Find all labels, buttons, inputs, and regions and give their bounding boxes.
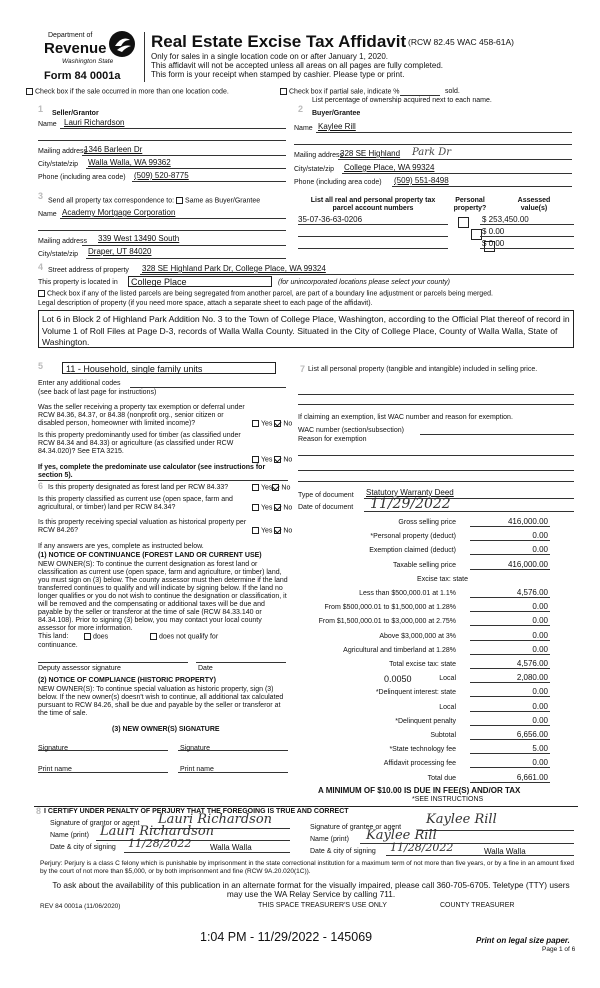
buyer-mail[interactable]: 328 SE Highland: [340, 149, 401, 158]
legal-label: Legal description of property (if you need more space, attach a separate sheet to each page of the affidavit).: [38, 300, 373, 307]
checkbox-icon[interactable]: [38, 290, 45, 297]
corr-label: Send all property tax correspondence to: Same as Buyer/Grantee: [48, 197, 261, 205]
parcel-head: List all real and personal property tax parcel account numbers: [310, 197, 436, 212]
this-land-label: This land:: [38, 633, 69, 640]
checkbox-icon[interactable]: [280, 88, 287, 95]
notice1-head: (1) NOTICE OF CONTINUANCE (FOREST LAND OR CURRENT USE): [38, 552, 262, 559]
grantor-city[interactable]: Walla Walla: [210, 843, 252, 852]
minimum-note: A MINIMUM OF $10.00 IS DUE IN FEE(S) AND/OR TAX: [318, 786, 521, 795]
tax-row-value[interactable]: 2,080.00: [516, 673, 548, 683]
tax-row-label: *Delinquent penalty: [395, 717, 456, 725]
corr-city-label: City/state/zip: [38, 251, 79, 258]
buyer-heading: Buyer/Grantee: [312, 110, 361, 117]
q-current-answer[interactable]: Yes No: [252, 504, 292, 512]
grantee-print[interactable]: Kaylee Rill: [366, 828, 437, 843]
grantor-date[interactable]: 11/28/2022: [128, 837, 192, 850]
checkbox-icon[interactable]: [150, 633, 157, 640]
notice3-head: (3) NEW OWNER(S) SIGNATURE: [112, 726, 220, 733]
tax-row-value[interactable]: 0.00: [532, 701, 548, 711]
no-checkbox[interactable]: [274, 420, 281, 427]
tax-row-label: Local: [439, 703, 456, 711]
grantor-sig-label: Signature of grantor or agent: [50, 820, 140, 827]
doc-date-label: Date of document: [298, 504, 354, 511]
dept-line1: Department of: [48, 32, 93, 39]
partial-sale-check[interactable]: Check box if partial sale, indicate %: [280, 88, 400, 96]
section-number: 4: [38, 262, 44, 272]
q-special: Is this property receiving special valuation as historical property per RCW 84.26?: [38, 519, 247, 534]
dept-line3: Washington State: [62, 58, 114, 65]
checkbox-icon[interactable]: [84, 633, 91, 640]
owner-sig-label-2: Signature: [180, 745, 210, 752]
owner-sig-label-1: Signature: [38, 745, 68, 752]
tax-row-value[interactable]: 6,656.00: [516, 730, 548, 739]
certify-head: I CERTIFY UNDER PENALTY OF PERJURY THAT THE FOREGOING IS TRUE AND CORRECT: [44, 808, 349, 815]
notice1-body: NEW OWNER(S): To continue the current designation as forest land or classification as current use (open space, farm and agriculture, or timber) land, you must sign on (3) below. The county assessor must then determine if the land transferred continues to qualify and will indicate by signing below. If the land no longer qualifies or you do not wish to continue the designation or classification, it will be removed and the compensating or additional taxes will be due and payable by the seller or transferor at the time of sale (RCW 84.33.140 or 84.34.108). Prior to signing (3) below, you may contact your local county assessor for more information.: [38, 561, 288, 632]
dor-logo-icon: [108, 30, 136, 58]
located-label: This property is located in: [38, 279, 118, 286]
tax-row-value[interactable]: 0.00: [532, 644, 548, 654]
owner-print-label-1: Print name: [38, 766, 72, 773]
tax-row-label: *State technology fee: [389, 746, 456, 754]
tax-row-label: Total excise tax: state: [389, 661, 456, 668]
tax-row-label: Excise tax: state: [417, 575, 468, 583]
legal-description[interactable]: Lot 6 in Block 2 of Highland Park Addition No. 3 to the Town of College Place, Washington, according to the Official Plat thereof of record in Volume 1 of Roll Files at Page D-3, records of Walla Walla County. Situated in the City of College Place, County of Walla Walla, State of Washington.: [38, 310, 574, 348]
buyer-city-label: City/state/zip: [294, 166, 335, 173]
q-forest-answer[interactable]: Yes No: [252, 484, 290, 492]
buyer-city[interactable]: College Place, WA 99324: [344, 163, 435, 172]
grantee-signature[interactable]: Kaylee Rill: [426, 812, 497, 827]
located-note: (for unincorporated locations please select your county): [278, 279, 450, 286]
see-back-label: (see back of last page for instructions): [38, 389, 157, 396]
yes-checkbox[interactable]: [252, 504, 259, 511]
corr-name[interactable]: Academy Mortgage Corporation: [62, 208, 176, 217]
tax-row-value[interactable]: 0.00: [532, 630, 548, 640]
tax-row-value[interactable]: 416,000.00: [507, 517, 548, 526]
cashier-stamp: 1:04 PM - 11/29/2022 - 145069: [200, 930, 373, 944]
seller-phone[interactable]: (509) 520-8775: [134, 171, 189, 180]
tax-row-value[interactable]: 0.00: [532, 545, 548, 555]
segregated-check[interactable]: Check box if any of the listed parcels are being segregated from another parcel, are part of a boundary line adjustment or parcels being merged.: [38, 290, 493, 298]
parcel-number[interactable]: 35-07-36-63-0206: [298, 215, 363, 224]
does-not-check[interactable]: does not qualify for: [150, 633, 218, 641]
local-rate: 0.0050: [384, 674, 412, 685]
reason-label: Reason for exemption: [298, 436, 367, 443]
no-checkbox[interactable]: [274, 527, 281, 534]
tax-row-value[interactable]: 0.00: [532, 715, 548, 725]
seller-heading: Seller/Grantor: [52, 110, 99, 117]
seller-city-label: City/state/zip: [38, 161, 79, 168]
section-number: 6: [38, 481, 44, 491]
buyer-name-label: Name: [294, 125, 313, 132]
assessed-value[interactable]: $ 253,450.00: [482, 215, 529, 224]
section-number: 3: [38, 191, 44, 201]
continuance-label: continuance.: [38, 642, 78, 649]
corr-mail-label: Mailing address: [38, 238, 88, 245]
personal-property-label: List all personal property (tangible and intangible) included in selling price.: [308, 366, 538, 373]
tax-row-label: Taxable selling price: [392, 561, 456, 569]
page-title: Real Estate Excise Tax Affidavit: [151, 32, 407, 51]
tax-row-value[interactable]: 0.00: [532, 758, 548, 768]
tax-row-value[interactable]: 6,661.00: [516, 772, 548, 782]
yes-checkbox[interactable]: [252, 484, 259, 491]
buyer-mail-handwritten: Park Dr: [412, 147, 452, 158]
tax-row-value[interactable]: 0.00: [532, 687, 548, 697]
add-codes-label: Enter any additional codes: [38, 380, 121, 387]
seller-mail-label: Mailing address: [38, 148, 88, 155]
doc-type[interactable]: Statutory Warranty Deed: [366, 488, 454, 497]
tax-row-label: Gross selling price: [398, 519, 456, 526]
assessed-value[interactable]: $ 0.00: [482, 239, 505, 248]
tax-row-value[interactable]: 5.00: [532, 744, 548, 754]
no-checkbox[interactable]: [272, 484, 279, 491]
does-check[interactable]: does: [84, 633, 108, 641]
corr-name-label: Name: [38, 211, 57, 218]
owner-print-label-2: Print name: [180, 766, 214, 773]
county-treasurer: COUNTY TREASURER: [440, 902, 515, 909]
q-special-answer[interactable]: Yes No: [252, 527, 292, 535]
tax-row-label: Exemption claimed (deduct): [369, 547, 456, 555]
tax-row-label: Affidavit processing fee: [383, 760, 456, 768]
wac-label: WAC number (section/subsection): [298, 427, 404, 434]
grantor-print-label: Name (print): [50, 832, 89, 839]
use-code-select[interactable]: 11 - Household, single family units: [62, 362, 276, 374]
buyer-phone[interactable]: (509) 551-8498: [394, 176, 449, 185]
seller-name-label: Name: [38, 121, 57, 128]
grantee-city[interactable]: Walla Walla: [484, 847, 526, 856]
q-exemption-answer[interactable]: Yes No: [252, 420, 292, 428]
seller-name[interactable]: Lauri Richardson: [64, 118, 125, 127]
legal-size-note: Print on legal size paper.: [476, 936, 570, 945]
tax-row-label: Agricultural and timberland at 1.28%: [343, 646, 456, 654]
if-yes-note: If any answers are yes, complete as instructed below.: [38, 543, 204, 550]
partial-note: List percentage of ownership acquired next to each name.: [312, 97, 492, 104]
tax-row-value[interactable]: 0.00: [532, 602, 548, 612]
q-timber-answer[interactable]: Yes No: [252, 456, 292, 464]
tax-row-label: From $1,500,000.01 to $3,000,000 at 2.75%: [318, 618, 456, 626]
grantee-print-label: Name (print): [310, 836, 349, 843]
tax-row-value[interactable]: 4,576.00: [516, 659, 548, 668]
tax-row-label: Above $3,000,000 at 3%: [379, 632, 456, 640]
grantee-date[interactable]: 11/28/2022: [390, 841, 454, 854]
seller-mail[interactable]: 1346 Barleen Dr: [84, 145, 143, 154]
section-number: 2: [298, 104, 304, 114]
yes-checkbox[interactable]: [252, 456, 259, 463]
same-as-buyer-checkbox[interactable]: [176, 197, 183, 204]
q-current-use: Is this property classified as current use (open space, farm and agricultural, or timber) land per RCW 84.34?: [38, 496, 233, 511]
tax-row-label: From $500,000.01 to $1,500,000 at 1.28%: [324, 604, 456, 612]
q-exemption: Was the seller receiving a property tax exemption or deferral under RCW 84.36, 84.37, or 84.38 (nonprofit org., senior citizen or disabled person, homeowner with limited income)?: [38, 404, 245, 427]
buyer-mail-label: Mailing address: [294, 152, 344, 159]
q-timber: Is this property predominantly used for timber (as classified under RCW 84.34 and 84.33) or agriculture (as classified under RCW 84.34.020)? See ETA 3215.: [38, 432, 241, 455]
street-address[interactable]: 328 SE Highland Park Dr, College Place, WA 99324: [142, 264, 326, 273]
header-sub2: This affidavit will not be accepted unless all areas on all pages are fully completed.: [151, 61, 444, 70]
q-timber-note: If yes, complete the predominate use calculator (see instructions for section 5).: [38, 464, 266, 479]
personal-property-checkbox[interactable]: [458, 217, 469, 228]
form-number: Form 84 0001a: [44, 70, 121, 82]
seller-city[interactable]: Walla Walla, WA 99362: [88, 158, 171, 167]
rev-number: REV 84 0001a (11/06/2020): [40, 903, 121, 910]
grantee-sig-label: Signature of grantee or agent: [310, 824, 402, 831]
header-sub3: This form is your receipt when stamped by cashier. Please type or print.: [151, 70, 405, 79]
seller-phone-label: Phone (including area code): [38, 174, 126, 181]
header-sub1: Only for sales in a single location code on or after January 1, 2020.: [151, 52, 389, 61]
exempt-label: If claiming an exemption, list WAC number and reason for exemption.: [298, 414, 513, 421]
street-label: Street address of property: [48, 267, 129, 274]
page-number: Page 1 of 6: [542, 946, 576, 953]
perjury-note: Perjury: Perjury is a class C felony which is punishable by imprisonment in the state correctional institution for a maximum term of not more than five years, or by a fine in an amount fixed by the court of not more than $5,000, or by both imprisonment and fine (RCW 9A.20.020(1C)).: [40, 860, 574, 875]
assessed-head: Assessed value(s): [517, 197, 551, 212]
q-forest: Is this property designated as forest land per RCW 84.33?: [48, 484, 229, 491]
assessed-value[interactable]: $ 0.00: [482, 227, 505, 236]
alt-format-note: To ask about the availability of this publication in an alternate format for the visually impaired, please call 360-705-6705. Teletype (TTY) users may use the WA Relay Service by calling 711.: [52, 880, 570, 899]
doc-type-label: Type of document: [298, 492, 354, 499]
checkbox-icon[interactable]: [26, 88, 33, 95]
grantor-signature[interactable]: Lauri Richardson: [158, 812, 273, 827]
notice2-head: (2) NOTICE OF COMPLIANCE (HISTORIC PROPERTY): [38, 677, 216, 684]
corr-mail[interactable]: 339 West 13490 South: [98, 234, 180, 243]
section-number: 5: [38, 361, 44, 371]
yes-checkbox[interactable]: [252, 420, 259, 427]
more-than-one-check[interactable]: Check box if the sale occurred in more than one location code.: [26, 88, 229, 96]
tax-row-label: Less than $500,000.01 at 1.1%: [359, 590, 456, 597]
section-number: 1: [38, 104, 44, 114]
doc-date[interactable]: 11/29/2022: [370, 496, 451, 512]
tax-row-label: Subtotal: [430, 732, 456, 739]
personal-property-checkbox[interactable]: [471, 229, 482, 240]
corr-city[interactable]: Draper, UT 84020: [88, 247, 152, 256]
tax-row-label: Local: [439, 675, 456, 683]
tax-row-value[interactable]: 0.00: [532, 531, 548, 541]
rcw-ref: (RCW 82.45 WAC 458-61A): [408, 37, 514, 47]
section-number: 7: [300, 364, 306, 374]
tax-row-value[interactable]: 4,576.00: [516, 588, 548, 597]
tax-row-label: *Personal property (deduct): [370, 533, 456, 541]
see-instructions: *SEE INSTRUCTIONS: [412, 796, 484, 803]
no-checkbox[interactable]: [274, 456, 281, 463]
section-number: 8: [36, 806, 42, 816]
tax-row-label: Total due: [427, 774, 456, 782]
tax-row-label: *Delinquent interest: state: [375, 689, 456, 697]
notice2-body: NEW OWNER(S): To continue special valuation as historic property, sign (3) below. If the new owner(s) doesn't wish to continue, all additional tax calculated pursuant to RCW 84.26, shall be due and payable by the seller or transferor at the time of sale.: [38, 686, 284, 717]
deputy-date-label: Date: [198, 665, 213, 672]
treasurer-space: THIS SPACE TREASURER'S USE ONLY: [258, 902, 387, 909]
deputy-sig-label: Deputy assessor signature: [38, 665, 121, 672]
partial-sold-label: sold.: [445, 88, 460, 95]
grantor-print[interactable]: Lauri Richardson: [100, 824, 215, 839]
location-select[interactable]: College Place: [128, 276, 272, 287]
grantor-date-label: Date & city of signing: [50, 844, 116, 851]
buyer-phone-label: Phone (including area code): [294, 179, 382, 186]
no-checkbox[interactable]: [274, 504, 281, 511]
tax-row-value[interactable]: 416,000.00: [507, 559, 548, 569]
personal-head: Personal property?: [453, 197, 487, 212]
grantee-date-label: Date & city of signing: [310, 848, 376, 855]
dept-line2: Revenue: [44, 40, 107, 57]
buyer-name[interactable]: Kaylee Rill: [318, 122, 356, 131]
yes-checkbox[interactable]: [252, 527, 259, 534]
tax-row-value[interactable]: 0.00: [532, 616, 548, 626]
